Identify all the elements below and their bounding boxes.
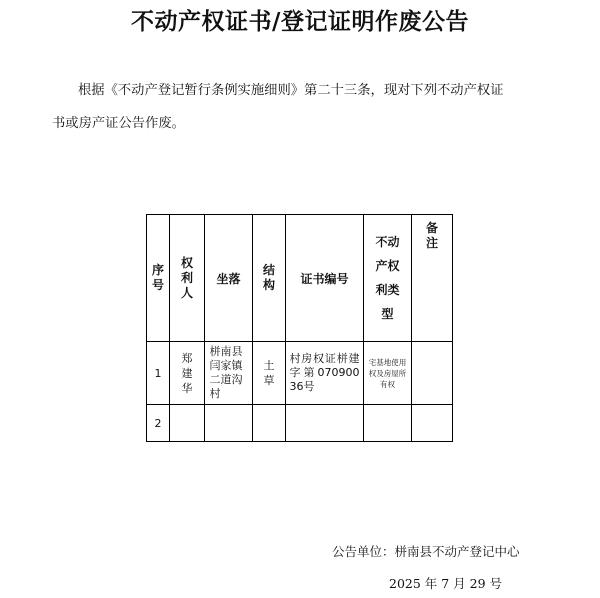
cell-location — [205, 405, 253, 442]
cell-cert-no: 村房权证栟建字第07090036号 — [286, 342, 364, 405]
cell-owner: 郑建华 — [170, 342, 205, 405]
paragraph-line-2: 书或房产证公告作废。 — [52, 116, 185, 131]
table-row — [147, 405, 453, 442]
header-location: 坐落 — [205, 215, 253, 342]
cell-structure: 土草 — [253, 342, 286, 405]
cell-remark — [412, 405, 453, 442]
issuing-unit: 公告单位：栟南县不动产登记中心 — [332, 544, 520, 559]
table-header-row — [147, 215, 453, 342]
cell-right-type — [364, 405, 412, 442]
header-right-type: 不动产权利类型 — [364, 215, 412, 342]
cell-remark — [412, 342, 453, 405]
issue-date: 2025 年 7 月 29 号 — [389, 576, 503, 591]
cell-owner — [170, 405, 205, 442]
table-row — [147, 342, 453, 405]
cell-right-type: 宅基地使用权及房屋所有权 — [364, 342, 412, 405]
header-structure: 结构 — [253, 215, 286, 342]
cell-cert-no — [286, 405, 364, 442]
paragraph-line-1: 根据《不动产登记暂行条例实施细则》第二十三条，现对下列不动产权证 — [78, 83, 504, 98]
cell-seq: 1 — [147, 342, 170, 405]
void-certificate-table — [146, 214, 453, 442]
cell-structure — [253, 405, 286, 442]
page-title: 不动产权证书/登记证明作废公告 — [131, 8, 469, 35]
header-remark: 备注 — [412, 215, 453, 342]
cell-seq: 2 — [147, 405, 170, 442]
header-owner: 权利人 — [170, 215, 205, 342]
cell-location: 栟南县闫家镇二道沟村 — [205, 342, 253, 405]
announcement-paragraph — [52, 74, 572, 140]
header-seq: 序号 — [147, 215, 170, 342]
header-cert-no: 证书编号 — [286, 215, 364, 342]
